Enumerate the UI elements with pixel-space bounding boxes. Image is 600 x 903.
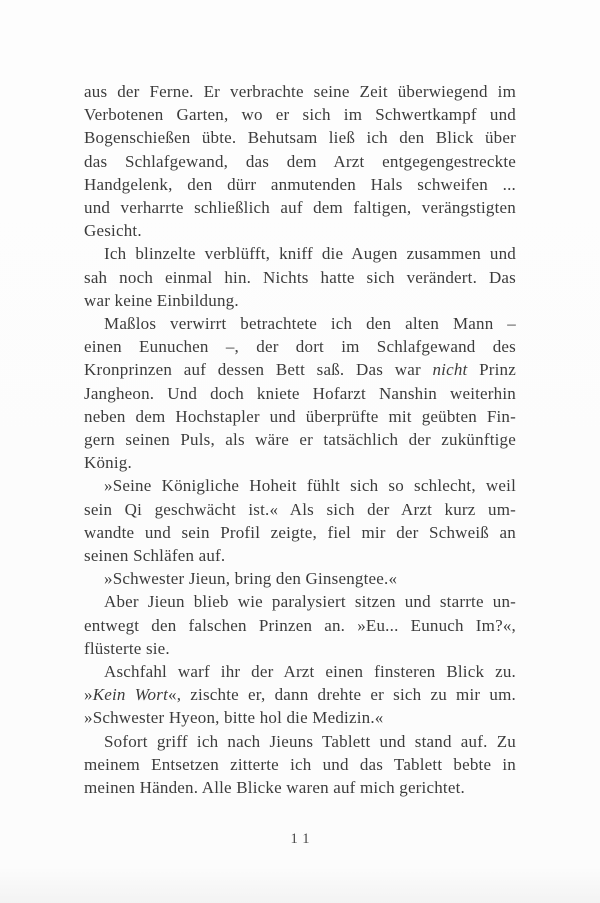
paragraph — [84, 567, 516, 590]
text-line: Kronprinzen auf dessen Bett saß. Das war nicht Prinz — [84, 360, 516, 380]
paragraph — [84, 660, 516, 730]
text-line: Bogenschießen übte. Behutsam ließ ich den Blick über — [84, 128, 516, 148]
text-line: das Schlafgewand, das dem Arzt entgegengestreckte — [84, 151, 516, 171]
paragraph — [84, 474, 516, 567]
text-line: »Seine Königliche Hoheit fühlt sich so schlecht, weil — [104, 476, 516, 496]
paragraph — [84, 242, 516, 312]
text-line: einen Eunuchen –, der dort im Schlafgewand des — [84, 337, 516, 357]
text-line: aus der Ferne. Er verbrachte seine Zeit überwiegend im — [84, 82, 516, 101]
paragraph — [84, 730, 516, 800]
text-line: Handgelenk, den dürr anmutenden Hals schweifen ... — [84, 174, 516, 194]
page-text-block — [84, 80, 516, 799]
text-line: Aschfahl warf ihr der Arzt einen finsteren Blick zu. — [104, 662, 516, 682]
text-line: »Schwester Hyeon, bitte hol die Medizin.« — [84, 708, 384, 728]
text-line: Verbotenen Garten, wo er sich im Schwertkampf und — [84, 105, 516, 125]
text-line: Sofort griff ich nach Jieuns Tablett und stand auf. Zu — [104, 731, 516, 751]
text-line: meinen Händen. Alle Blicke waren auf mich gerichtet. — [84, 778, 465, 798]
text-line: meinem Entsetzen zitterte ich und das Tablett bebte in — [84, 754, 516, 774]
text-line: seinen Schläfen auf. — [84, 546, 226, 566]
text-line: flüsterte sie. — [84, 638, 170, 658]
text-line: »Kein Wort«, zischte er, dann drehte er sich zu mir um. — [84, 685, 516, 705]
text-line: neben dem Hochstapler und überprüfte mit geübten Fin- — [84, 406, 516, 426]
paragraph — [84, 312, 516, 474]
text-line: sein Qi geschwächt ist.« Als sich der Arzt kurz um- — [84, 499, 516, 519]
page-number: 11 — [290, 831, 315, 847]
text-line: entwegt den falschen Prinzen an. »Eu... Eunuch Im?«, — [84, 615, 516, 635]
text-line: war keine Einbildung. — [84, 290, 239, 310]
text-line: Jangheon. Und doch kniete Hofarzt Nanshin weiterhin — [84, 383, 516, 403]
italic-text: Kein Wort — [92, 685, 168, 705]
text-line: Aber Jieun blieb wie paralysiert sitzen und starrte un- — [104, 592, 516, 612]
text-line: Ich blinzelte verblüfft, kniff die Augen zusammen und — [104, 244, 516, 264]
text-line: sah noch einmal hin. Nichts hatte sich verändert. Das — [84, 267, 516, 287]
paragraph — [84, 80, 516, 242]
text-line: gern seinen Puls, als wäre er tatsächlich der zukünftige — [84, 430, 516, 450]
text-line: Gesicht. — [84, 221, 142, 241]
text-line: Maßlos verwirrt betrachtete ich den alten Mann – — [104, 314, 516, 334]
text-line: »Schwester Jieun, bring den Ginsengtee.« — [104, 569, 398, 589]
text-line: und verharrte schließlich auf dem faltigen, verängstigten — [84, 198, 516, 218]
text-line: König. — [84, 453, 132, 473]
text-line: wandte und sein Profil zeigte, fiel mir der Schweiß an — [84, 522, 516, 542]
italic-text: nicht — [432, 360, 468, 380]
paragraph — [84, 590, 516, 660]
